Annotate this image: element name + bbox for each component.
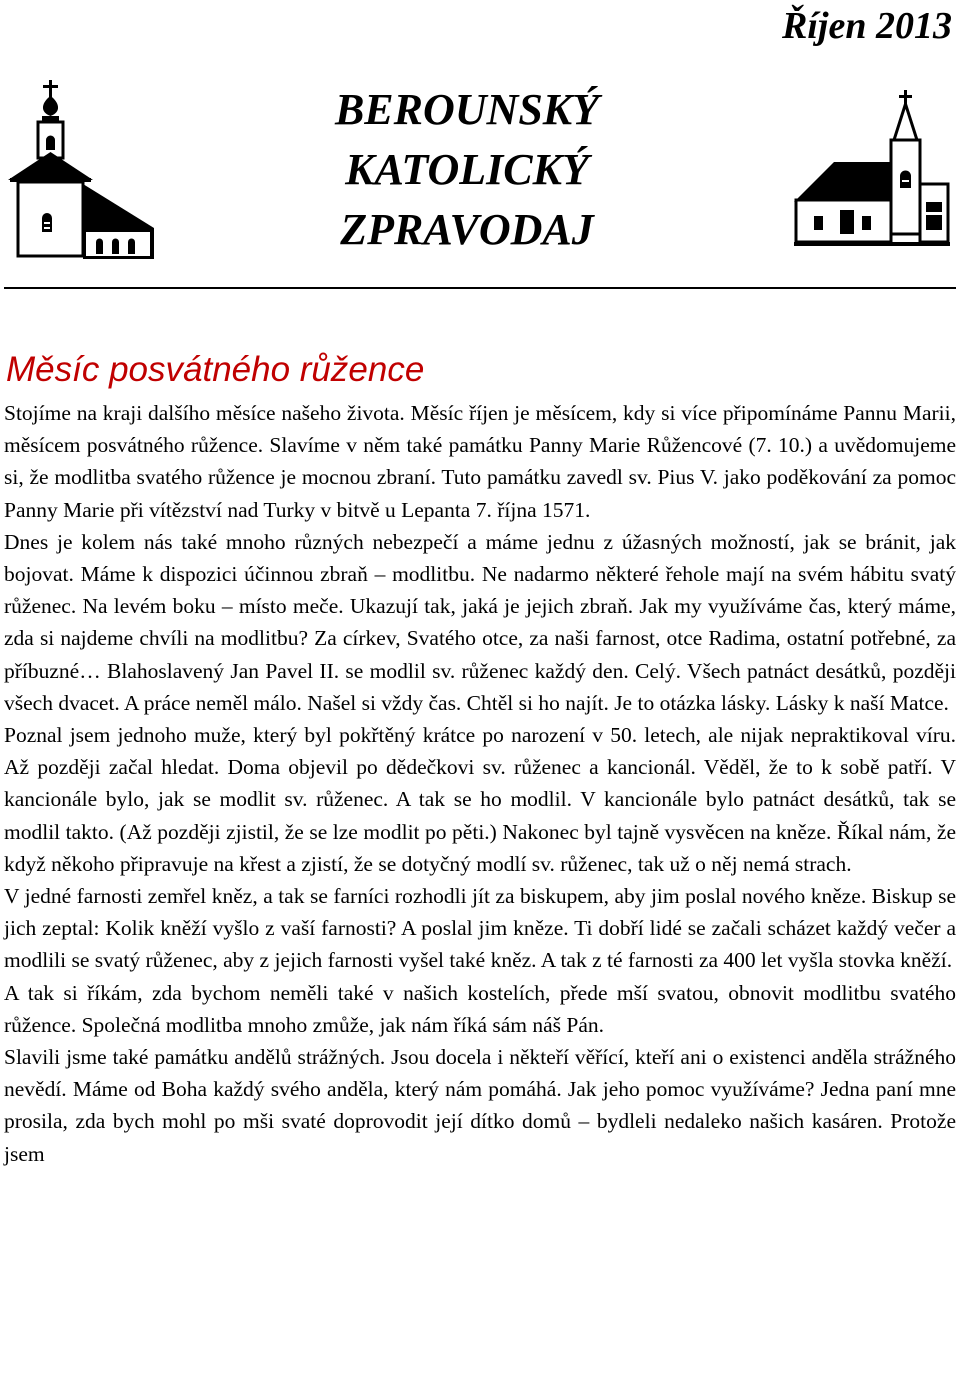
church-left-icon <box>6 72 156 262</box>
newsletter-title <box>232 80 702 260</box>
article-body <box>4 397 956 1170</box>
issue-date: Říjen 2013 <box>782 5 952 47</box>
article-paragraph: A tak si říkám, zda bychom neměli také v našich kostelích, přede mší svatou, obnovit modlitbu svatého růžence. Společná modlitba mnoho zmůže, jak nám říká sám náš Pán. <box>4 980 956 1037</box>
article-heading: Měsíc posvátného růžence <box>6 350 425 389</box>
article-paragraph: Poznal jsem jednoho muže, který byl pokřtěný krátce po narození v 50. letech, ale nijak nepraktikoval víru. Až později začal hledat. Doma objevil po dědečkovi sv. růženec a kancionál. Věděl, že to k sobě patří. V kancionále bylo, jak se modlit sv. růženec. A tak se ho modlil. V kancionále bylo patnáct desátků, tak se modlil takto. (Až později zjistil, že se lze modlit po pěti.) Nakonec byl tajně vysvěcen na kněze. Říkal nám, že když někoho připravuje na křest a zjistí, že se dotyčný modlí sv. růženec, tak už o něj nemá strach. <box>4 723 956 876</box>
title-line-1: BEROUNSKÝ <box>334 85 600 134</box>
title-line-3: ZPRAVODAJ <box>340 205 594 254</box>
article-paragraph: Stojíme na kraji dalšího měsíce našeho života. Měsíc říjen je měsícem, kdy si více připomínáme Pannu Marii, měsícem posvátného růžence. Slavíme v něm také památku Panny Marie Růžencové (7. 10.) a uvědomujeme si, že modlitba svatého růžence je mocnou zbraní. Tuto památku zavedl sv. Pius V. jako poděkování za pomoc Panny Marie při vítězství nad Turky v bitvě u Lepanta 7. října 1571. <box>4 401 956 522</box>
header-divider <box>4 287 956 289</box>
title-line-2: KATOLICKÝ <box>345 145 589 194</box>
article-paragraph: Dnes je kolem nás také mnoho různých nebezpečí a máme jednu z úžasných možností, jak se bránit, jak bojovat. Máme k dispozici účinnou zbraň – modlitbu. Ne nadarmo některé řehole mají na svém hábitu svatý růženec. Na levém boku – místo meče. Ukazují tak, jaká je jejich zbraň. Jak my využíváme čas, který máme, zda si najdeme chvíli na modlitbu? Za církev, Svatého otce, za naši farnost, otce Radima, ostatní potřebné, za příbuzné… Blahoslavený Jan Pavel II. se modlil sv. růženec každý den. Celý. Všech patnáct desátků, později všech dvacet. A práce neměl málo. Našel si vždy čas. Chtěl si ho najít. Je to otázka lásky. Lásky k naší Matce. <box>4 529 956 715</box>
article-paragraph: Slavili jsme také památku andělů strážných. Jsou docela i někteří věřící, kteří ani o existenci anděla strážného nevědí. Máme od Boha každý svého anděla, který nám pomáhá. Jak jeho pomoc využíváme? Jedna paní mne prosila, zda bych mohl po mši svaté doprovodit její dítko domů – bydleli nedaleko našich kasáren. Protože jsem <box>4 1045 956 1166</box>
article-paragraph: V jedné farnosti zemřel kněz, a tak se farníci rozhodli jít za biskupem, aby jim poslal nového kněze. Biskup se jich zeptal: Kolik kněží vyšlo z vaší farnosti? A poslal jim kněze. Ti dobří lidé se začali scházet každý večer a modlili se svatý růženec, aby z jejich farnosti vyšel také kněz. A tak z té farnosti za 400 let vyšla stovka kněží. <box>4 884 956 973</box>
church-right-icon <box>792 88 952 250</box>
